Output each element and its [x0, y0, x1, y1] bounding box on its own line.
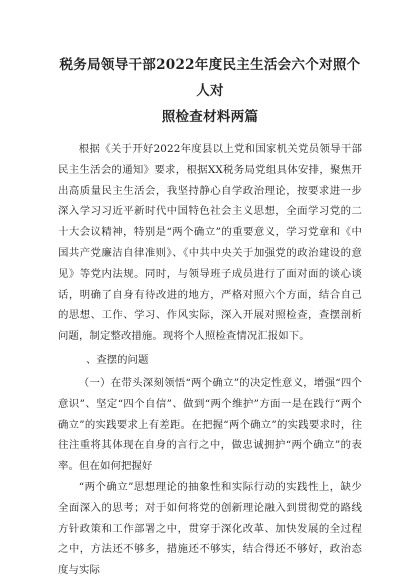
intro-paragraph: 根据《关于开好2022年度县以上党和国家机关党员领导干部民主生活会的通知》要求，根据XX税务局党组具体安排，聚焦开出高质量民主生活会，我坚持静心自学政治理论，按要求进一步深入学习习近平新时代中国特色社会主义思想，全面学习党的二十大会议精神，特别是“两个确立”的重要意义，学习党章和《中国共产党廉洁自律准则》、《中共中央关于加强党的政治建设的意见》等党内法规。同时，与领导班子成员进行了面对面的谈心谈话，明确了自身有待改进的地方，严格对照六个方面，结合自己的思想、工作、学习、作风实际，深入开展对照检查，查摆剖析问题，制定整改措施。现将个人照检查情况汇报如下。	[58, 143, 362, 343]
document-title	[58, 52, 362, 130]
subsection-paragraph-1: （一）在带头深刻领悟“两个确立”的决定性意义，增强“四个意识”、坚定“四个自信”、做到“两个维护”方面一是在践行“两个确立”的实践要求上有差距。在把握“两个确立”的实践要求时，往往注重将其体现在自身的言行之中，做忠诚拥护“两个确立”的表率。但在如何把握好	[58, 376, 362, 473]
title-line-2: 照检查材料两篇	[161, 109, 259, 125]
subsection-paragraph-2: “两个确立”思想理论的抽象性和实际行动的实践性上，缺少全面深入的思考；对于如何将党的创新理论融入到贯彻党的路线方针政策和工作部署之中，贯穿于深化改革、加快发展的全过程之中，方法还不够多，措施还不够实，结合得还不够好，政治态度与实际	[58, 480, 362, 577]
title-line-1: 税务局领导干部2022年度民主生活会六个对照个人对	[59, 57, 361, 99]
section-heading: 、查摆的问题	[86, 353, 149, 366]
